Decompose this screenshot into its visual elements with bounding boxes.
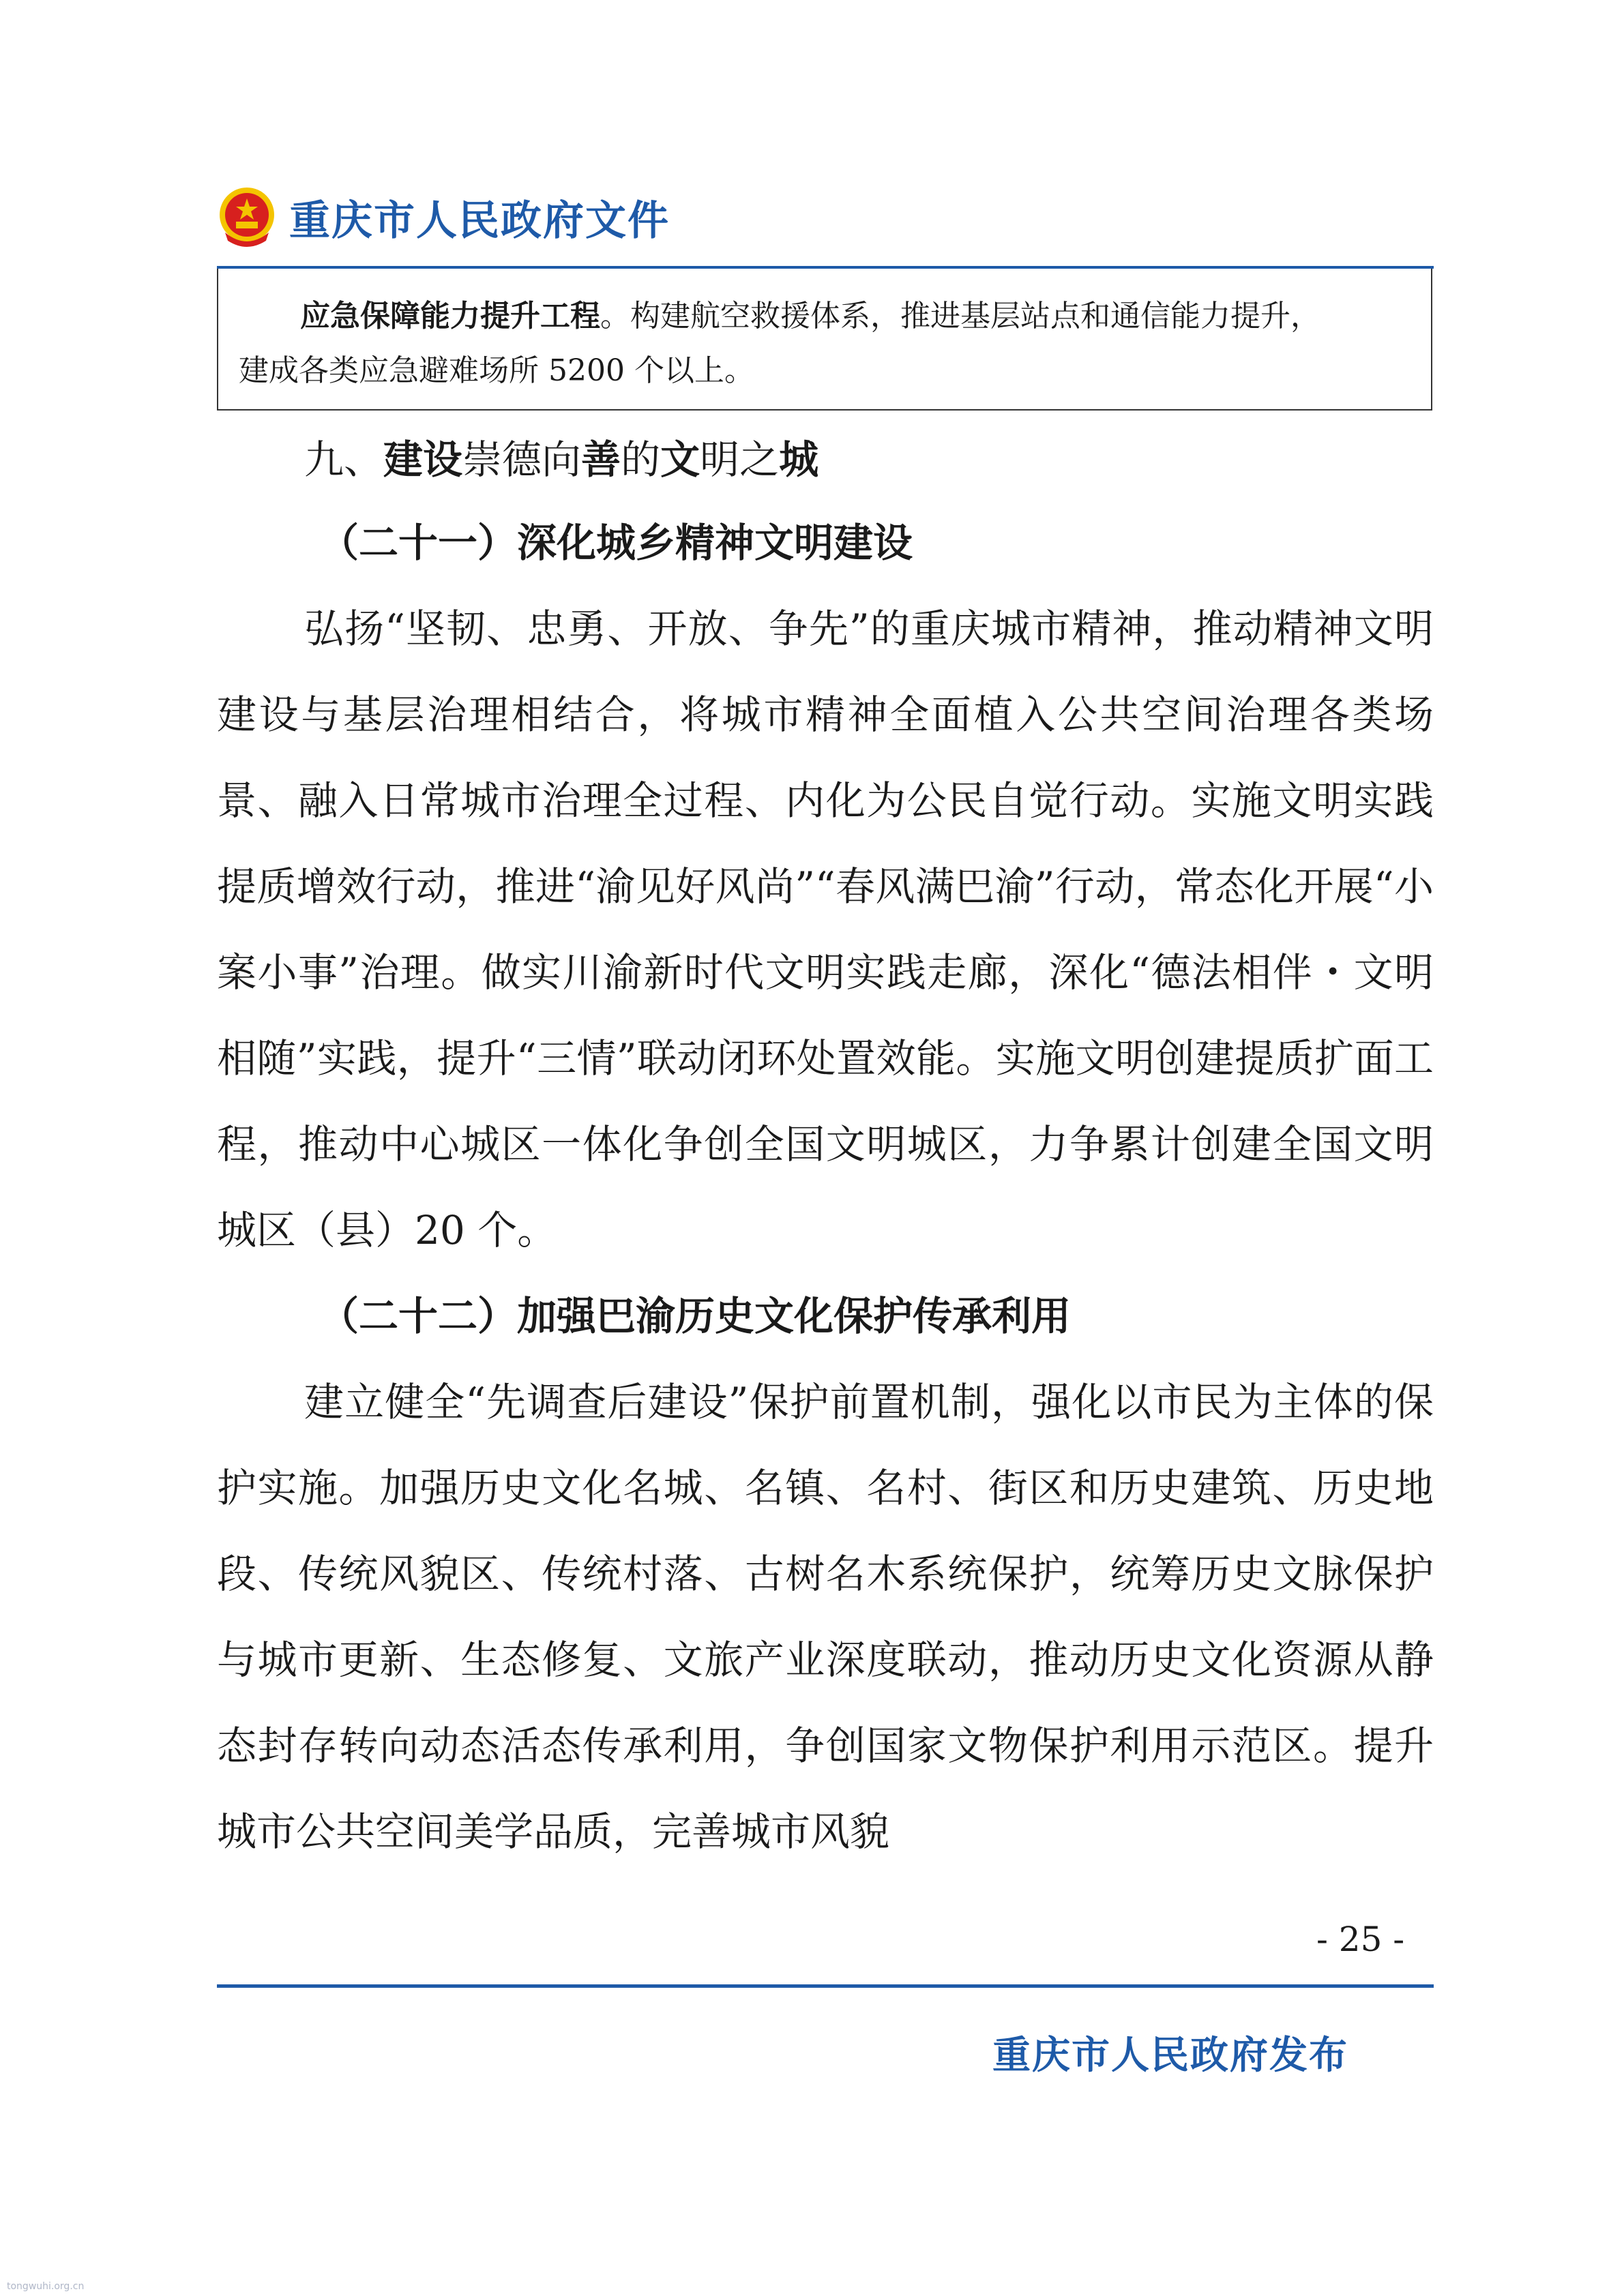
section-title-part: 文	[660, 436, 700, 483]
section-title-part: 崇德向	[462, 436, 582, 483]
section-title-part: 建设	[383, 436, 463, 483]
paragraph-21: 弘扬“坚韧、忠勇、开放、争先”的重庆城市精神，推动精神文明建设与基层治理相结合，将城市精神全面植入公共空间治理各类场景、融入日常城市治理全过程、内化为公民自觉行动。实施文明实践提质增效行动，推进“渝见好风尚”“春风满巴渝”行动，常态化开展“小案小事”治理。做实川渝新时代文明实践走廊，深化“德法相伴・文明相随”实践，提升“三情”联动闭环处置效能。实施文明创建提质扩面工程，推动中心城区一体化争创全国文明城区，力争累计创建全国文明城区（县）20 个。	[217, 606, 1434, 1253]
main-content	[217, 419, 1434, 1875]
box-lead-rest: 。构建航空救援体系，推进基层站点和通信能力提升，	[600, 299, 1320, 333]
watermark-text: tongwuhi.org.cn	[7, 2281, 85, 2292]
box-line-1	[239, 289, 1411, 344]
section-title-part: 明之	[700, 436, 780, 483]
header-title: 重庆市人民政府文件	[289, 197, 670, 245]
document-header	[217, 180, 670, 255]
section-title-part: 的	[621, 436, 661, 483]
page-number: - 25 -	[1316, 1920, 1405, 1959]
section-heading	[217, 419, 1434, 500]
box-lead-bold: 应急保障能力提升工程	[300, 299, 600, 333]
subsection-heading-22: （二十二）加强巴渝历史文化保护传承利用	[319, 1293, 1072, 1339]
highlight-box	[217, 269, 1432, 411]
national-emblem-icon	[217, 185, 277, 250]
section-title-part: 城	[779, 436, 819, 483]
box-line-2: 建成各类应急避难场所 5200 个以上。	[239, 353, 754, 388]
section-title-part: 善	[581, 436, 621, 483]
footer-rule	[217, 1984, 1434, 1988]
subsection-heading-21: （二十一）深化城乡精神文明建设	[319, 520, 913, 566]
paragraph-22: 建立健全“先调查后建设”保护前置机制，强化以市民为主体的保护实施。加强历史文化名城、名镇、名村、街区和历史建筑、历史地段、传统风貌区、传统村落、古树名木系统保护，统筹历史文脉保护与城市更新、生态修复、文旅产业深度联动，推动历史文化资源从静态封存转向动态活态传承利用，争创国家文物保护利用示范区。提升城市公共空间美学品质，完善城市风貌	[217, 1379, 1434, 1855]
section-number: 九、	[304, 436, 384, 483]
footer-publisher: 重庆市人民政府发布	[992, 2033, 1348, 2078]
